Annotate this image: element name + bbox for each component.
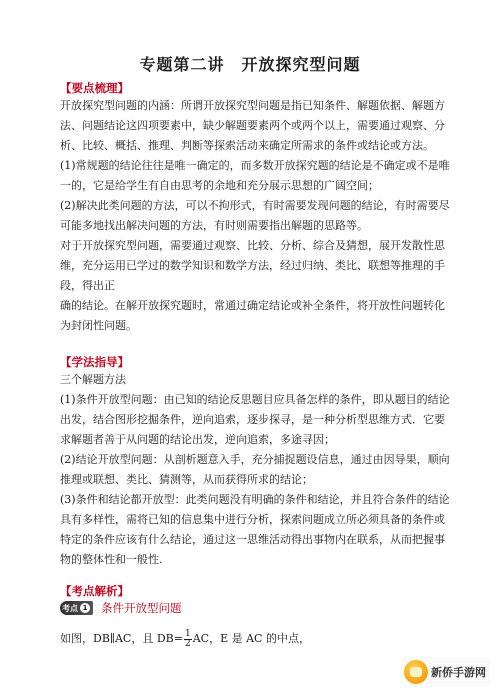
text-line: (3)条件和结论都开放型：此类问题没有明确的条件和结论，并且符合条件的结论 <box>60 493 450 506</box>
text-line: (1)常规题的结论往往是唯一确定的，而多数开放探究题的结论是不确定或不是唯 <box>60 159 450 172</box>
text-line: (1)条件开放型问题：由已知的结论反思题目应具备怎样的条件，即从题目的结论 <box>60 393 450 406</box>
fraction <box>184 630 192 649</box>
text-line: 出发，结合图形挖掘条件，逆向追索，逐步探寻，是一种分析型思维方式．它要 <box>60 413 445 426</box>
kaodian-title: 条件开放型问题 <box>101 601 182 615</box>
watermark-text: 新侨手游网 <box>431 666 486 679</box>
text-line: 析、比较、概括、推理、判断等探索活动来确定所需求的条件或结论或方法。 <box>60 139 434 152</box>
text-line: (2)结论开放型问题：从剖析题意入手，充分捕捉题设信息，通过由因导果，顺向 <box>60 453 450 466</box>
text-line: 具有多样性，需将已知的信息集中进行分析，探索问题成立所必须具备的条件或 <box>60 513 445 526</box>
watermark-logo-icon <box>404 660 428 684</box>
text-line: (2)解决此类问题的方法，可以不拘形式，有时需要发现问题的结论，有时需要尽 <box>60 199 450 212</box>
kaodian-badge-number: 1 <box>80 603 90 613</box>
question-prefix: 如图，DB∥AC，且 DB= <box>60 632 183 645</box>
text-line: 特定的条件应该有什么结论，通过这一思维活动得出事物内在联系，从而把握事 <box>60 533 445 546</box>
key-points-body <box>60 96 450 336</box>
kaodian-row <box>60 600 182 616</box>
text-line: 开放探究型问题的内涵：所谓开放探究型问题是指已知条件、解题依据、解题方 <box>60 99 445 112</box>
fraction-numerator: 1 <box>184 628 191 639</box>
text-line: 可能多地找出解决问题的方法，有时则需要指出解题的思路等。 <box>60 219 368 232</box>
method-body <box>60 370 450 570</box>
kaodian-badge-label: 考点 <box>62 603 78 613</box>
watermark <box>401 657 490 687</box>
method-heading: 【学法指导】 <box>60 355 129 369</box>
key-points-heading: 【要点梳理】 <box>60 81 129 95</box>
question-suffix: AC，E 是 AC 的中点， <box>192 632 310 645</box>
text-line: 三个解题方法 <box>60 373 126 386</box>
question-line <box>60 629 310 649</box>
text-line: 对于开放探究型问题，需要通过观察、比较、分析、综合及猜想，展开发散性思 <box>60 239 445 252</box>
analysis-heading: 【考点解析】 <box>60 584 129 598</box>
text-line: 法、问题结论这四项要素中，缺少解题要素两个或两个以上，需要通过观察、分 <box>60 119 445 132</box>
text-line: 推理或联想、类比、猜测等，从而获得所求的结论； <box>60 473 313 486</box>
text-line: 一的，它是给学生有自由思考的余地和充分展示思想的广阔空间； <box>60 179 379 192</box>
page-title: 专题第二讲 开放探究型问题 <box>139 55 361 74</box>
text-line: 段，得出正 <box>60 279 115 292</box>
text-line: 为封闭性问题。 <box>60 319 137 332</box>
fraction-denominator: 2 <box>184 638 191 649</box>
text-line: 维，充分运用已学过的数学知识和数学方法，经过归纳、类比、联想等推理的手 <box>60 259 445 272</box>
text-line: 确的结论。在解开放探究题时，常通过确定结论或补全条件，将开放性问题转化 <box>60 299 445 312</box>
kaodian-badge <box>60 601 93 615</box>
text-line: 物的整体性和一般性. <box>60 553 163 566</box>
text-line: 求解题者善于从问题的结论出发，逆向追索，多途寻因； <box>60 433 335 446</box>
